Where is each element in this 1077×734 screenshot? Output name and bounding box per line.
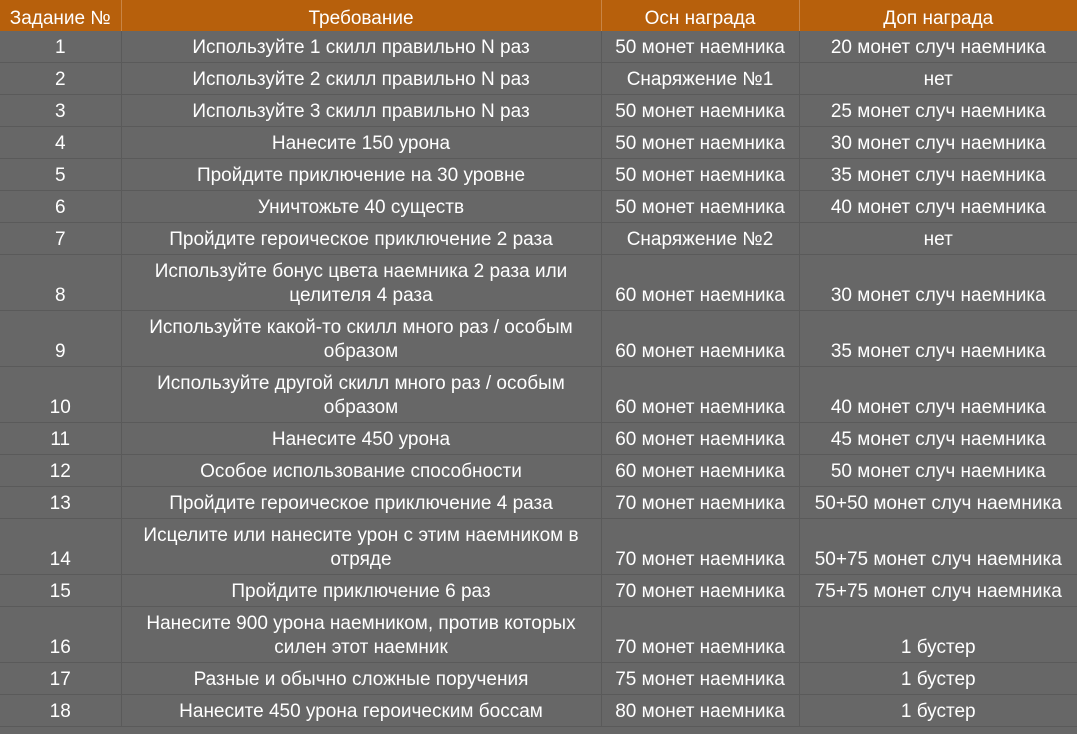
header-main-reward: Осн награда xyxy=(601,0,799,31)
extra-reward-cell: 40 монет случ наемника xyxy=(799,367,1077,423)
main-reward-cell: 50 монет наемника xyxy=(601,159,799,191)
table-row xyxy=(0,95,1077,127)
requirement-cell: Используйте 1 скилл правильно N раз xyxy=(121,31,601,63)
requirement-cell: Нанесите 900 урона наемником, против которых силен этот наемник xyxy=(121,607,601,663)
task-number-cell: 1 xyxy=(0,31,121,63)
requirement-cell: Пройдите приключение 6 раз xyxy=(121,575,601,607)
main-reward-cell: 70 монет наемника xyxy=(601,487,799,519)
header-extra-reward: Доп награда xyxy=(799,0,1077,31)
extra-reward-cell: 30 монет случ наемника xyxy=(799,127,1077,159)
extra-reward-cell: 40 монет случ наемника xyxy=(799,191,1077,223)
table-header xyxy=(0,0,1077,31)
main-reward-cell: 60 монет наемника xyxy=(601,423,799,455)
main-reward-cell: 70 монет наемника xyxy=(601,575,799,607)
table-row xyxy=(0,663,1077,695)
main-reward-cell: 60 монет наемника xyxy=(601,311,799,367)
table-row xyxy=(0,519,1077,575)
main-reward-cell: 50 монет наемника xyxy=(601,127,799,159)
header-requirement: Требование xyxy=(121,0,601,31)
extra-reward-cell: 35 монет случ наемника xyxy=(799,311,1077,367)
table-row xyxy=(0,575,1077,607)
table-row xyxy=(0,455,1077,487)
task-number-cell: 11 xyxy=(0,423,121,455)
main-reward-cell: 70 монет наемника xyxy=(601,607,799,663)
requirement-cell: Используйте 3 скилл правильно N раз xyxy=(121,95,601,127)
main-reward-cell: Снаряжение №2 xyxy=(601,223,799,255)
table-row xyxy=(0,127,1077,159)
task-number-cell: 12 xyxy=(0,455,121,487)
main-reward-cell: 60 монет наемника xyxy=(601,255,799,311)
task-number-cell: 16 xyxy=(0,607,121,663)
main-reward-cell: 50 монет наемника xyxy=(601,95,799,127)
header-task-number: Задание № xyxy=(0,0,121,31)
requirement-cell: Пройдите героическое приключение 2 раза xyxy=(121,223,601,255)
task-number-cell: 9 xyxy=(0,311,121,367)
requirement-cell: Используйте какой-то скилл много раз / особым образом xyxy=(121,311,601,367)
main-reward-cell: 60 монет наемника xyxy=(601,367,799,423)
extra-reward-cell: 25 монет случ наемника xyxy=(799,95,1077,127)
task-number-cell: 15 xyxy=(0,575,121,607)
extra-reward-cell: нет xyxy=(799,223,1077,255)
table-row xyxy=(0,255,1077,311)
table-row xyxy=(0,487,1077,519)
requirement-cell: Пройдите приключение на 30 уровне xyxy=(121,159,601,191)
extra-reward-cell: 35 монет случ наемника xyxy=(799,159,1077,191)
requirement-cell: Исцелите или нанесите урон с этим наемником в отряде xyxy=(121,519,601,575)
requirement-cell: Особое использование способности xyxy=(121,455,601,487)
table-body xyxy=(0,31,1077,727)
extra-reward-cell: 30 монет случ наемника xyxy=(799,255,1077,311)
main-reward-cell: 80 монет наемника xyxy=(601,695,799,727)
extra-reward-cell: 50+50 монет случ наемника xyxy=(799,487,1077,519)
main-reward-cell: 70 монет наемника xyxy=(601,519,799,575)
table-row xyxy=(0,31,1077,63)
requirement-cell: Используйте бонус цвета наемника 2 раза или целителя 4 раза xyxy=(121,255,601,311)
task-number-cell: 18 xyxy=(0,695,121,727)
task-number-cell: 10 xyxy=(0,367,121,423)
extra-reward-cell: 75+75 монет случ наемника xyxy=(799,575,1077,607)
task-number-cell: 14 xyxy=(0,519,121,575)
task-number-cell: 13 xyxy=(0,487,121,519)
task-number-cell: 5 xyxy=(0,159,121,191)
table-row xyxy=(0,191,1077,223)
table-row xyxy=(0,223,1077,255)
main-reward-cell: Снаряжение №1 xyxy=(601,63,799,95)
extra-reward-cell: 1 бустер xyxy=(799,695,1077,727)
extra-reward-cell: 1 бустер xyxy=(799,607,1077,663)
extra-reward-cell: 1 бустер xyxy=(799,663,1077,695)
task-number-cell: 6 xyxy=(0,191,121,223)
extra-reward-cell: 50+75 монет случ наемника xyxy=(799,519,1077,575)
extra-reward-cell: 50 монет случ наемника xyxy=(799,455,1077,487)
task-number-cell: 4 xyxy=(0,127,121,159)
main-reward-cell: 75 монет наемника xyxy=(601,663,799,695)
main-reward-cell: 60 монет наемника xyxy=(601,455,799,487)
main-reward-cell: 50 монет наемника xyxy=(601,191,799,223)
table-row xyxy=(0,63,1077,95)
task-number-cell: 8 xyxy=(0,255,121,311)
requirement-cell: Пройдите героическое приключение 4 раза xyxy=(121,487,601,519)
requirement-cell: Разные и обычно сложные поручения xyxy=(121,663,601,695)
header-row xyxy=(0,0,1077,31)
table-row xyxy=(0,367,1077,423)
extra-reward-cell: 45 монет случ наемника xyxy=(799,423,1077,455)
extra-reward-cell: 20 монет случ наемника xyxy=(799,31,1077,63)
table-row xyxy=(0,311,1077,367)
task-number-cell: 2 xyxy=(0,63,121,95)
task-number-cell: 7 xyxy=(0,223,121,255)
requirement-cell: Нанесите 150 урона xyxy=(121,127,601,159)
table-row xyxy=(0,423,1077,455)
requirement-cell: Используйте 2 скилл правильно N раз xyxy=(121,63,601,95)
task-number-cell: 3 xyxy=(0,95,121,127)
table-row xyxy=(0,695,1077,727)
table-row xyxy=(0,607,1077,663)
requirement-cell: Уничтожьте 40 существ xyxy=(121,191,601,223)
requirement-cell: Нанесите 450 урона xyxy=(121,423,601,455)
requirement-cell: Нанесите 450 урона героическим боссам xyxy=(121,695,601,727)
requirement-cell: Используйте другой скилл много раз / особым образом xyxy=(121,367,601,423)
table-row xyxy=(0,159,1077,191)
main-reward-cell: 50 монет наемника xyxy=(601,31,799,63)
extra-reward-cell: нет xyxy=(799,63,1077,95)
task-number-cell: 17 xyxy=(0,663,121,695)
